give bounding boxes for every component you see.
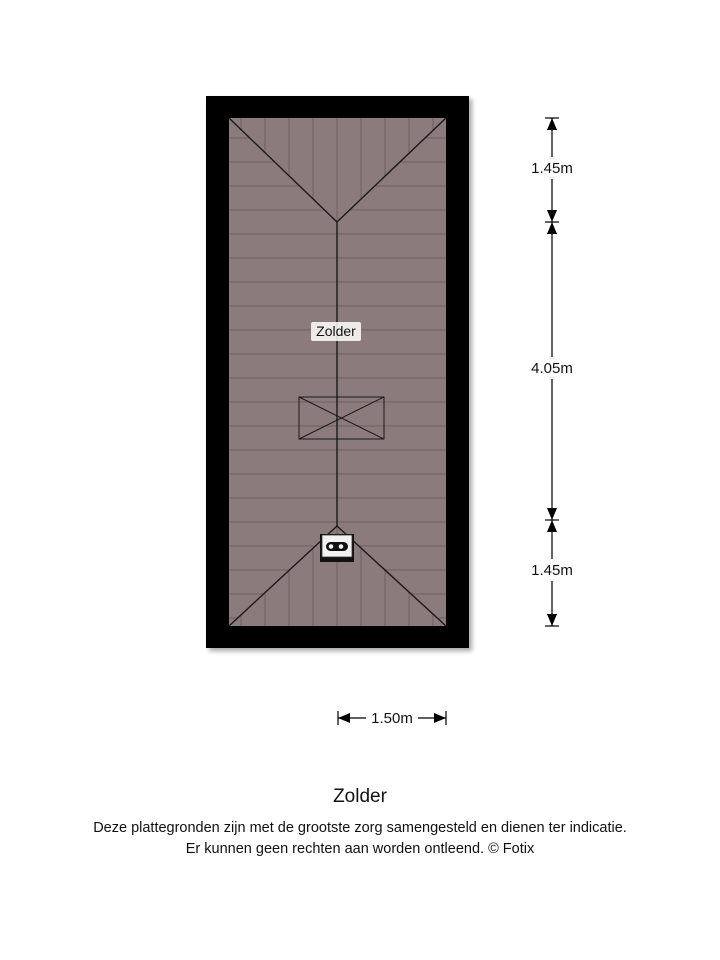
room-label: Zolder (316, 323, 356, 339)
vent-icon (320, 534, 354, 562)
dimension-width: 1.50m (371, 710, 413, 727)
caption (0, 786, 720, 860)
dimension-bottom: 1.45m (531, 562, 573, 579)
dimension-top: 1.45m (531, 160, 573, 177)
dimension-middle: 4.05m (531, 360, 573, 377)
caption-disclaimer-line1: Deze plattegronden zijn met de grootste zorg samengesteld en dienen ter indicatie. (93, 820, 627, 836)
caption-disclaimer-line2: Er kunnen geen rechten aan worden ontleend. © Fotix (185, 841, 535, 857)
caption-title: Zolder (333, 786, 387, 807)
